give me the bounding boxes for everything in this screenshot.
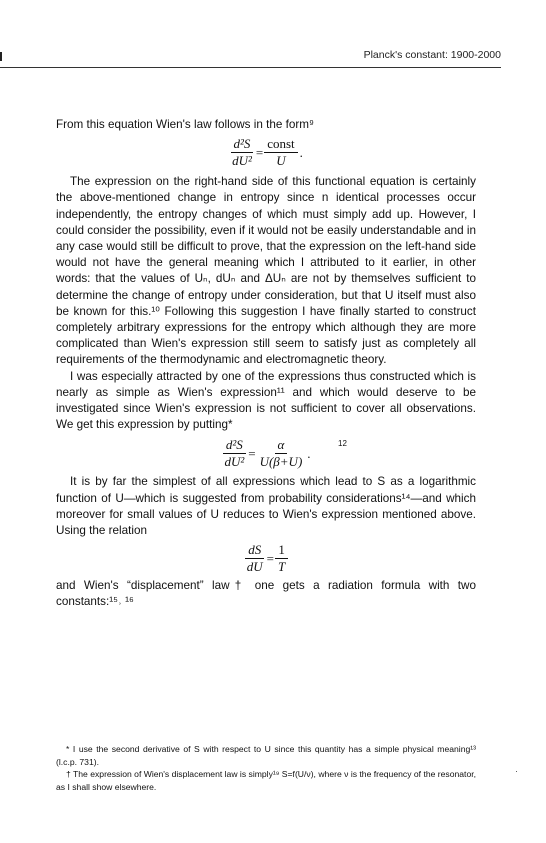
lhs-denominator: dU² <box>232 153 252 169</box>
paragraph-4: It is by far the simplest of all expressions which lead to S as a logarithmic function of U—which is suggested from probability considerations¹⁴—and which moreover for small values of U reduces to Wien's expression mentioned above. Using the relation <box>56 475 476 538</box>
rhs-denominator: U <box>276 153 286 169</box>
equation-temperature: $\frac{dS}{dU}$ = $\frac{1}{T}$ <box>56 543 476 574</box>
rhs-numerator: const <box>264 137 297 153</box>
equation-ref: 12 <box>338 439 347 449</box>
lhs-fraction <box>229 137 255 168</box>
rhs-fraction <box>264 137 297 168</box>
paragraph-5: and Wien's “displacement” law† one gets a radiation formula with two constants:¹⁵˒ ¹⁶ <box>56 579 476 609</box>
footnote-dagger: † The expression of Wien's displacement law is simply¹⁹ S=f(U/ν), where ν is the frequency of the resonator, as I shall show elsewhere. <box>56 769 476 792</box>
lhs-numerator: d²S <box>231 137 254 153</box>
rhs-denominator: U(β+U) <box>259 454 303 470</box>
lhs-numerator: dS <box>245 543 264 559</box>
paragraph-3: I was especially attracted by one of the expressions thus constructed which is nearly as simple as Wien's expression¹¹ and which would deserve to be investigated since Wien's expression is not sufficient to cover all observations. We get this expression by putting* <box>56 369 476 432</box>
header-rule <box>0 67 501 68</box>
rhs-denominator: T <box>278 559 286 575</box>
lhs-fraction <box>244 543 266 574</box>
lhs-fraction <box>221 438 247 469</box>
lhs-denominator: dU <box>246 559 263 575</box>
paragraph-2: The expression on the right-hand side of this functional equation is certainly the above-mentioned change in entropy since n identical processes occur independently, the entropy changes of which must simply add up. However, I could consider the possibility, even if it would not be easily understandable and in any case would still be difficult to prove, that the expression on the left-hand side would not have the general meaning which I attributed to it earlier, in other words: that the values of Uₙ, dUₙ and ΔUₙ are not by themselves sufficient to determine the change of entropy under consideration, but that U itself must also be known for this.¹⁰ Following this suggestion I have finally started to construct completely arbitrary expressions for the entropy which although they are more complicated than Wien's expression still seem to satisfy just as completely all requirements of the thermodynamic and electromagnetic theory. <box>56 175 476 367</box>
equation-entropy: $\frac{\text{d²S}}{\text{dU²}}$ = $\frac{\alpha}{U(\beta+U)}$ . 12 <box>56 438 476 469</box>
lhs-denominator: dU² <box>224 454 245 470</box>
rhs-fraction <box>257 438 306 469</box>
scan-speck: · <box>515 766 518 776</box>
paragraph-1: From this equation Wien's law follows in the form⁹ <box>56 118 314 131</box>
rhs-numerator: α <box>275 438 288 454</box>
footnote-star: * I use the second derivative of S with respect to U since this quantity has a simple physical meaning¹³ (l.c.p. 731). <box>56 744 476 767</box>
equation-punct: . <box>299 144 303 160</box>
rhs-numerator: 1 <box>275 543 288 559</box>
equation-wien: $\frac{\text{d²S}}{\text{dU²}}$ = $\frac{\text{const}}{U}$ . <box>56 137 476 168</box>
body-text <box>56 117 476 611</box>
footnotes <box>56 743 476 793</box>
running-head: Planck's constant: 1900-2000 <box>363 49 501 61</box>
lhs-numerator: d²S <box>223 438 246 454</box>
equation-punct: . <box>307 445 311 461</box>
rhs-fraction <box>275 543 288 574</box>
